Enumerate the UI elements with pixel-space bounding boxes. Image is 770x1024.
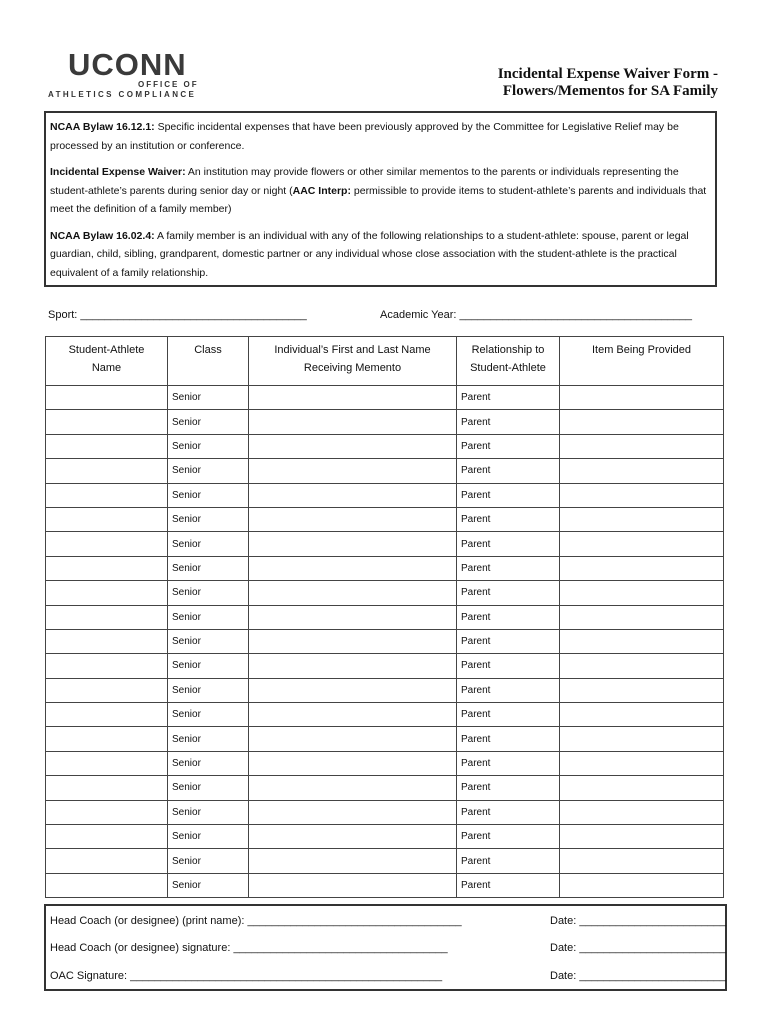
table-row — [46, 386, 724, 410]
relationship-cell: Parent — [457, 800, 560, 824]
item-cell[interactable] — [560, 483, 724, 507]
table-row — [46, 849, 724, 873]
class-cell: Senior — [168, 727, 249, 751]
item-cell[interactable] — [560, 776, 724, 800]
date-field[interactable]: Date: ________________________ — [550, 942, 727, 954]
relationship-cell: Parent — [457, 654, 560, 678]
logo-subtitle-1: OFFICE OF — [138, 80, 199, 89]
header-individual-name — [249, 337, 457, 386]
student-athlete-cell[interactable] — [46, 703, 168, 727]
item-cell[interactable] — [560, 678, 724, 702]
class-cell: Senior — [168, 825, 249, 849]
relationship-cell: Parent — [457, 483, 560, 507]
logo-wordmark: UCONN — [68, 47, 187, 82]
relationship-cell: Parent — [457, 605, 560, 629]
form-title-line1: Incidental Expense Waiver Form - — [497, 66, 718, 82]
table-row — [46, 873, 724, 897]
relationship-cell: Parent — [457, 678, 560, 702]
bylaw-label: Incidental Expense Waiver: — [50, 166, 186, 178]
student-athlete-cell[interactable] — [46, 605, 168, 629]
item-cell[interactable] — [560, 556, 724, 580]
bylaw-paragraph-3 — [50, 227, 710, 283]
header-label: Relationship to Student-Athlete — [470, 344, 546, 374]
sport-field[interactable]: Sport: _____________________________________ — [48, 309, 307, 321]
individual-name-cell[interactable] — [249, 410, 457, 434]
class-cell: Senior — [168, 581, 249, 605]
individual-name-cell[interactable] — [249, 434, 457, 458]
item-cell[interactable] — [560, 410, 724, 434]
class-cell: Senior — [168, 654, 249, 678]
relationship-cell: Parent — [457, 751, 560, 775]
table-row — [46, 825, 724, 849]
header-item — [560, 337, 724, 386]
individual-name-cell[interactable] — [249, 581, 457, 605]
header-label: Class — [194, 344, 222, 356]
individual-name-cell[interactable] — [249, 507, 457, 531]
signature-box — [44, 904, 727, 991]
relationship-cell: Parent — [457, 629, 560, 653]
student-athlete-cell[interactable] — [46, 434, 168, 458]
student-athlete-cell[interactable] — [46, 581, 168, 605]
table-row — [46, 776, 724, 800]
student-athlete-cell[interactable] — [46, 873, 168, 897]
individual-name-cell[interactable] — [249, 776, 457, 800]
student-athlete-cell[interactable] — [46, 459, 168, 483]
logo-subtitle-2: ATHLETICS COMPLIANCE — [48, 90, 197, 99]
class-cell: Senior — [168, 703, 249, 727]
individual-name-cell[interactable] — [249, 629, 457, 653]
student-athlete-cell[interactable] — [46, 776, 168, 800]
item-cell[interactable] — [560, 507, 724, 531]
table-row — [46, 800, 724, 824]
item-cell[interactable] — [560, 581, 724, 605]
oac-signature-field[interactable]: OAC Signature: ___________________________________________________ — [50, 970, 443, 982]
bylaw-paragraph-1 — [50, 118, 710, 155]
class-cell: Senior — [168, 605, 249, 629]
table-row — [46, 410, 724, 434]
date-field[interactable]: Date: ________________________ — [550, 970, 727, 982]
class-cell: Senior — [168, 386, 249, 410]
class-cell: Senior — [168, 629, 249, 653]
header-label: Individual’s First and Last Name Receiving Memento — [274, 344, 431, 374]
class-cell: Senior — [168, 751, 249, 775]
student-athlete-cell[interactable] — [46, 751, 168, 775]
individual-name-cell[interactable] — [249, 849, 457, 873]
class-cell: Senior — [168, 410, 249, 434]
relationship-cell: Parent — [457, 825, 560, 849]
item-cell[interactable] — [560, 849, 724, 873]
individual-name-cell[interactable] — [249, 459, 457, 483]
table-row — [46, 654, 724, 678]
table-row — [46, 532, 724, 556]
relationship-cell: Parent — [457, 459, 560, 483]
table-row — [46, 727, 724, 751]
class-cell: Senior — [168, 776, 249, 800]
table-row — [46, 605, 724, 629]
relationship-cell: Parent — [457, 507, 560, 531]
individual-name-cell[interactable] — [249, 386, 457, 410]
header-label: Student-Athlete Name — [68, 344, 145, 374]
table-row — [46, 483, 724, 507]
interp-text: permissible to provide items to student-athlete’s parents and individuals that meet the definition of a family member) — [50, 184, 707, 215]
class-cell: Senior — [168, 556, 249, 580]
class-cell: Senior — [168, 434, 249, 458]
item-cell[interactable] — [560, 751, 724, 775]
coach-signature-field[interactable]: Head Coach (or designee) signature: ___________________________________ — [50, 942, 448, 954]
relationship-cell: Parent — [457, 532, 560, 556]
header-class — [168, 337, 249, 386]
table-header-row — [46, 337, 724, 386]
student-athlete-cell[interactable] — [46, 849, 168, 873]
table-row — [46, 459, 724, 483]
table-row — [46, 629, 724, 653]
header-student-athlete — [46, 337, 168, 386]
table-row — [46, 581, 724, 605]
student-athlete-cell[interactable] — [46, 532, 168, 556]
individual-name-cell[interactable] — [249, 727, 457, 751]
bylaw-text: A family member is an individual with any of the following relationships to a student-athlete: spouse, parent or legal guardian, child, sibling, grandparent, domestic partner or any individual whose close association with the student-athlete is the practical equivalent of a family relationship. — [50, 229, 689, 279]
academic-year-field[interactable]: Academic Year: ______________________________________ — [380, 309, 692, 321]
item-cell[interactable] — [560, 703, 724, 727]
relationship-cell: Parent — [457, 434, 560, 458]
student-athlete-cell[interactable] — [46, 678, 168, 702]
class-cell: Senior — [168, 678, 249, 702]
form-title — [498, 66, 718, 100]
item-cell[interactable] — [560, 825, 724, 849]
student-athlete-cell[interactable] — [46, 800, 168, 824]
table-row — [46, 507, 724, 531]
student-athlete-cell[interactable] — [46, 825, 168, 849]
bylaw-label: NCAA Bylaw 16.12.1: — [50, 121, 155, 133]
item-cell[interactable] — [560, 605, 724, 629]
class-cell: Senior — [168, 849, 249, 873]
header-relationship — [457, 337, 560, 386]
memento-table — [45, 336, 724, 898]
item-cell[interactable] — [560, 654, 724, 678]
student-athlete-cell[interactable] — [46, 386, 168, 410]
class-cell: Senior — [168, 507, 249, 531]
item-cell[interactable] — [560, 800, 724, 824]
header-label: Item Being Provided — [591, 344, 692, 356]
item-cell[interactable] — [560, 434, 724, 458]
bylaw-text: Specific incidental expenses that have been previously approved by the Committee for Legislative Relief may be processed by an institution or conference. — [50, 121, 679, 152]
individual-name-cell[interactable] — [249, 703, 457, 727]
table-row — [46, 703, 724, 727]
relationship-cell: Parent — [457, 849, 560, 873]
individual-name-cell[interactable] — [249, 556, 457, 580]
student-athlete-cell[interactable] — [46, 629, 168, 653]
relationship-cell: Parent — [457, 703, 560, 727]
bylaw-paragraph-2 — [50, 163, 710, 219]
student-athlete-cell[interactable] — [46, 507, 168, 531]
class-cell: Senior — [168, 532, 249, 556]
item-cell[interactable] — [560, 459, 724, 483]
student-athlete-cell[interactable] — [46, 410, 168, 434]
student-athlete-cell[interactable] — [46, 483, 168, 507]
student-athlete-cell[interactable] — [46, 727, 168, 751]
class-cell: Senior — [168, 873, 249, 897]
student-athlete-cell[interactable] — [46, 654, 168, 678]
class-cell: Senior — [168, 459, 249, 483]
class-cell: Senior — [168, 483, 249, 507]
individual-name-cell[interactable] — [249, 654, 457, 678]
item-cell[interactable] — [560, 873, 724, 897]
form-title-line2: Flowers/Mementos for SA Family — [502, 83, 718, 99]
relationship-cell: Parent — [457, 776, 560, 800]
student-athlete-cell[interactable] — [46, 556, 168, 580]
table-row — [46, 678, 724, 702]
individual-name-cell[interactable] — [249, 532, 457, 556]
relationship-cell: Parent — [457, 556, 560, 580]
relationship-cell: Parent — [457, 727, 560, 751]
relationship-cell: Parent — [457, 581, 560, 605]
item-cell[interactable] — [560, 532, 724, 556]
individual-name-cell[interactable] — [249, 800, 457, 824]
item-cell[interactable] — [560, 386, 724, 410]
item-cell[interactable] — [560, 629, 724, 653]
relationship-cell: Parent — [457, 386, 560, 410]
interp-label: AAC Interp: — [292, 184, 351, 197]
uconn-logo — [48, 48, 228, 100]
table-row — [46, 434, 724, 458]
bylaw-text: An institution may provide flowers or other similar mementos to the parents or individuals representing the student-athlete’s parents during senior day or night ( — [50, 166, 679, 197]
relationship-cell: Parent — [457, 410, 560, 434]
coach-print-name-field[interactable]: Head Coach (or designee) (print name): ___________________________________ — [50, 915, 462, 927]
class-cell: Senior — [168, 800, 249, 824]
bylaw-label: NCAA Bylaw 16.02.4: — [50, 229, 155, 242]
individual-name-cell[interactable] — [249, 873, 457, 897]
individual-name-cell[interactable] — [249, 751, 457, 775]
relationship-cell: Parent — [457, 873, 560, 897]
table-row — [46, 556, 724, 580]
item-cell[interactable] — [560, 727, 724, 751]
individual-name-cell[interactable] — [249, 825, 457, 849]
bylaw-box — [44, 111, 717, 287]
individual-name-cell[interactable] — [249, 678, 457, 702]
table-row — [46, 751, 724, 775]
individual-name-cell[interactable] — [249, 483, 457, 507]
individual-name-cell[interactable] — [249, 605, 457, 629]
date-field[interactable]: Date: ________________________ — [550, 915, 727, 927]
